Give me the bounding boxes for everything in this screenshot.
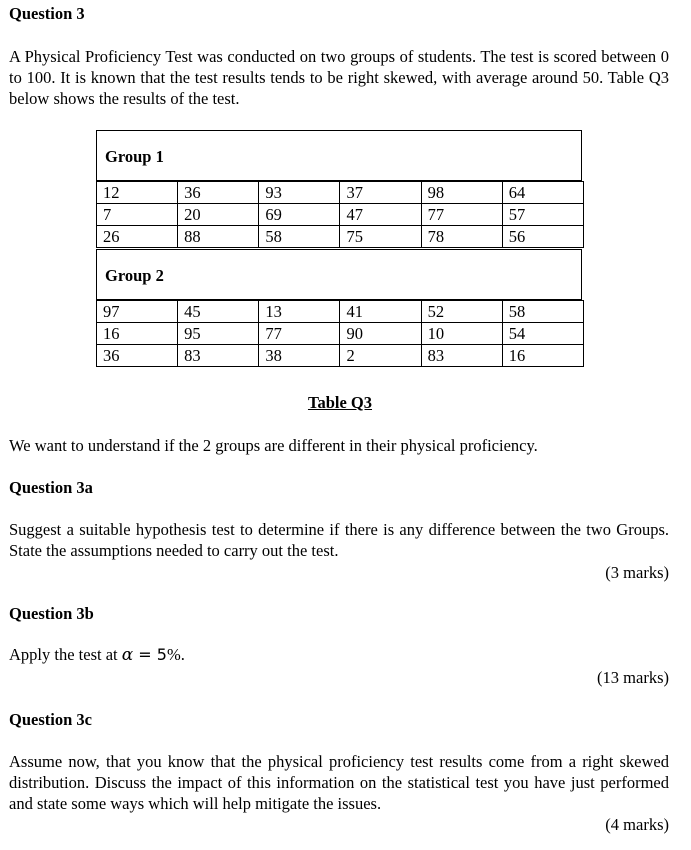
question-3b-text-prefix: Apply the test at — [9, 645, 122, 664]
table-cell: 16 — [502, 345, 583, 367]
group-2-label: Group 2 — [96, 249, 582, 300]
table-cell: 93 — [259, 182, 340, 204]
goal-statement: We want to understand if the 2 groups are different in their physical proficiency. — [9, 436, 538, 455]
table-cell: 90 — [340, 323, 421, 345]
table-cell: 12 — [97, 182, 178, 204]
table-cell: 57 — [502, 204, 583, 226]
table-cell: 26 — [97, 226, 178, 248]
table-cell: 7 — [97, 204, 178, 226]
table-cell: 69 — [259, 204, 340, 226]
table-cell: 2 — [340, 345, 421, 367]
table-cell: 38 — [259, 345, 340, 367]
table-cell: 83 — [178, 345, 259, 367]
table-row — [97, 323, 584, 345]
table-row — [97, 182, 584, 204]
question-3-intro: A Physical Proficiency Test was conducted on two groups of students. The test is scored between 0 to 100. It is known that the test results tends to be right skewed, with average around 50. Table Q3 below shows the results of the test. — [9, 47, 669, 108]
table-cell: 45 — [178, 301, 259, 323]
question-3a-text: Suggest a suitable hypothesis test to determine if there is any difference between the two Groups. State the assumptions needed to carry out the test. — [9, 520, 669, 560]
table-row — [97, 345, 584, 367]
table-cell: 88 — [178, 226, 259, 248]
table-cell: 52 — [421, 301, 502, 323]
table-cell: 13 — [259, 301, 340, 323]
table-caption: Table Q3 — [307, 393, 373, 412]
question-3b-text — [9, 645, 185, 665]
table-cell: 77 — [421, 204, 502, 226]
question-3b-marks: (13 marks) — [597, 668, 669, 687]
table-cell: 77 — [259, 323, 340, 345]
table-cell: 58 — [502, 301, 583, 323]
table-cell: 58 — [259, 226, 340, 248]
table-cell: 37 — [340, 182, 421, 204]
alpha-value: = 5 — [133, 645, 167, 664]
table-cell: 83 — [421, 345, 502, 367]
table-row — [97, 301, 584, 323]
table-cell: 16 — [97, 323, 178, 345]
table-cell: 78 — [421, 226, 502, 248]
group-2-table — [96, 300, 584, 367]
table-cell: 36 — [97, 345, 178, 367]
question-3a-heading: Question 3a — [9, 478, 93, 497]
table-cell: 36 — [178, 182, 259, 204]
table-cell: 64 — [502, 182, 583, 204]
table-cell: 97 — [97, 301, 178, 323]
table-cell: 56 — [502, 226, 583, 248]
table-cell: 98 — [421, 182, 502, 204]
group-1-table — [96, 181, 584, 248]
table-row — [97, 226, 584, 248]
alpha-symbol: α — [121, 645, 134, 665]
table-cell: 47 — [340, 204, 421, 226]
table-row — [97, 204, 584, 226]
question-3c-heading: Question 3c — [9, 710, 92, 729]
table-cell: 10 — [421, 323, 502, 345]
table-cell: 20 — [178, 204, 259, 226]
table-cell: 41 — [340, 301, 421, 323]
question-3b-heading: Question 3b — [9, 604, 94, 623]
question-3-heading: Question 3 — [9, 4, 85, 23]
group-1-label: Group 1 — [96, 130, 582, 181]
question-3c-text: Assume now, that you know that the physical proficiency test results come from a right skewed distribution. Discuss the impact of this information on the statistical test you have just performed and state some ways which will help mitigate the issues. — [9, 752, 669, 813]
table-cell: 95 — [178, 323, 259, 345]
question-3a-marks: (3 marks) — [605, 563, 669, 582]
question-3c-marks: (4 marks) — [605, 815, 669, 834]
question-3b-text-suffix: %. — [166, 645, 185, 664]
table-cell: 54 — [502, 323, 583, 345]
table-cell: 75 — [340, 226, 421, 248]
